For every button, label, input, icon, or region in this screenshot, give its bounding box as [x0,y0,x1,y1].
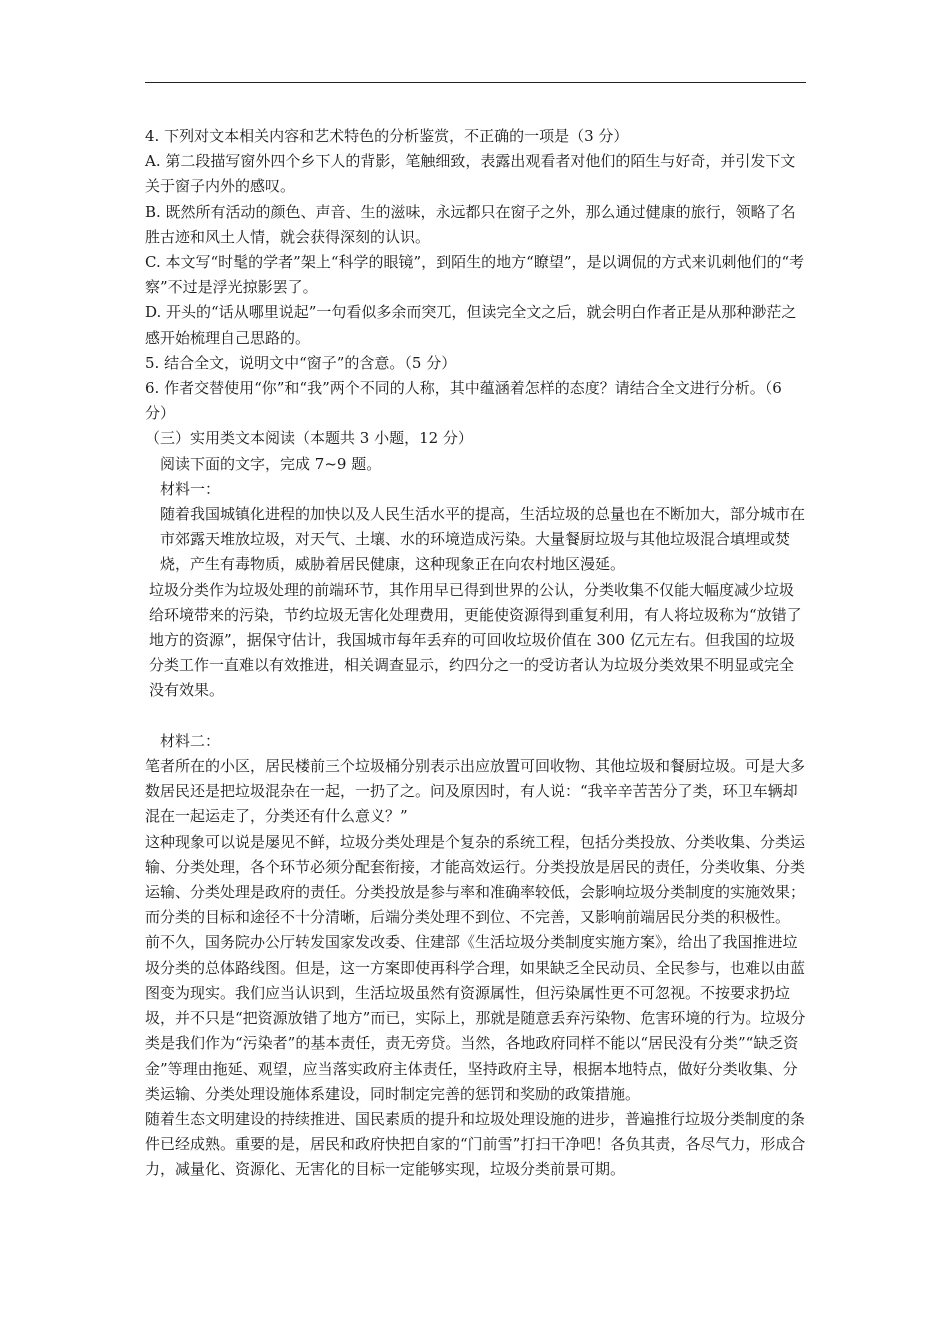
material-2-paragraph-1: 笔者所在的小区，居民楼前三个垃圾桶分别表示出应放置可回收物、其他垃圾和餐厨垃圾。可是大多数居民还是把垃圾混杂在一起，一扔了之。问及原因时，有人说：“我辛辛苦苦分了类，环卫车辆却混在一起运走了，分类还有什么意义？” [145,757,806,826]
material-1-label: 材料一： [160,479,221,498]
question-6: 6. 作者交替使用“你”和“我”两个不同的人称，其中蕴涵着怎样的态度？请结合全文进行分析。（6 分） [145,379,782,423]
section-3-heading: （三）实用类文本阅读（本题共 3 小题，12 分） [145,429,473,448]
material-2-label: 材料二： [160,731,221,750]
material-2-paragraph-2: 这种现象可以说是屡见不鲜，垃圾分类处理是个复杂的系统工程，包括分类投放、分类收集、分类运输、分类处理，各个环节必须分配套衔接，才能高效运行。分类投放是居民的责任，分类收集、分类运输、分类处理是政府的责任。分类投放是参与率和准确率较低，会影响垃圾分类制度的实施效果；而分类的目标和途径不十分清晰，后端分类处理不到位、不完善，又影响前端居民分类的积极性。 [145,832,806,927]
section-3-instruction: 阅读下面的文字，完成 7~9 题。 [160,454,382,473]
question-4-option-b: B. 既然所有活动的颜色、声音、生的滋味，永远都只在窗子之外，那么通过健康的旅行，领略了名胜古迹和风土人情，就会获得深刻的认识。 [145,202,796,246]
question-5: 5. 结合全文，说明文中“窗子”的含意。（5 分） [145,353,457,372]
blank-line [145,704,807,729]
header-rule [145,82,806,83]
material-2-paragraph-4: 随着生态文明建设的持续推进、国民素质的提升和垃圾处理设施的进步，普遍推行垃圾分类制度的条件已经成熟。重要的是，居民和政府快把自家的“门前雪”打扫干净吧！各负其责，各尽气力，形成合力，减量化、资源化、无害化的目标一定能够实现，垃圾分类前景可期。 [145,1109,806,1179]
question-4-stem: 4. 下列对文本相关内容和艺术特色的分析鉴赏，不正确的一项是（3 分） [145,127,629,145]
document-body [145,124,807,1183]
question-4-option-a: A. 第二段描写窗外四个乡下人的背影，笔触细致，表露出观看者对他们的陌生与好奇，并引发下文关于窗子内外的感叹。 [145,152,796,196]
question-4-option-c: C. 本文写“时髦的学者”架上“科学的眼镜”，到陌生的地方“瞭望”，是以调侃的方式来讥刺他们的“考察”不过是浮光掠影罢了。 [145,253,805,297]
material-2-paragraph-3: 前不久，国务院办公厅转发国家发改委、住建部《生活垃圾分类制度实施方案》，给出了我国推进垃圾分类的总体路线图。但是，这一方案即使再科学合理，如果缺乏全民动员、全民参与，也难以由蓝图变为现实。我们应当认识到，生活垃圾虽然有资源属性，但污染属性更不可忽视。不按要求扔垃圾，并不只是“把资源放错了地方”而已，实际上，那就是随意丢弃污染物、危害环境的行为。垃圾分类是我们作为“污染者”的基本责任，责无旁贷。当然，各地政府同样不能以“居民没有分类”“缺乏资金”等理由拖延、观望，应当落实政府主体责任，坚持政府主导，根据本地特点，做好分类收集、分类运输、分类处理设施体系建设，同时制定完善的惩罚和奖励的政策措施。 [145,933,806,1103]
material-1-paragraph-1: 随着我国城镇化进程的加快以及人民生活水平的提高，生活垃圾的总量也在不断加大，部分城市在市郊露天堆放垃圾，对天气、土壤、水的环境造成污染。大量餐厨垃圾与其他垃圾混合填埋或焚烧，产生有毒物质，威胁着居民健康，这种现象正在向农村地区漫延。 [160,505,806,574]
material-1-paragraph-2: 垃圾分类作为垃圾处理的前端环节，其作用早已得到世界的公认，分类收集不仅能大幅度减少垃圾给环境带来的污染，节约垃圾无害化处理费用，更能使资源得到重复利用，有人将垃圾称为“放错了地方的资源”，据保守估计，我国城市每年丢弃的可回收垃圾价值在 300 亿元左右。但我国的垃圾分类工作一直难以有效推进，相关调查显示，约四分之一的受访者认为垃圾分类效果不明显或完全没有效果。 [149,580,802,700]
question-4-option-d: D. 开头的“话从哪里说起”一句看似多余而突兀，但读完全文之后，就会明白作者正是从那种渺茫之感开始梳理自己思路的。 [145,303,797,347]
